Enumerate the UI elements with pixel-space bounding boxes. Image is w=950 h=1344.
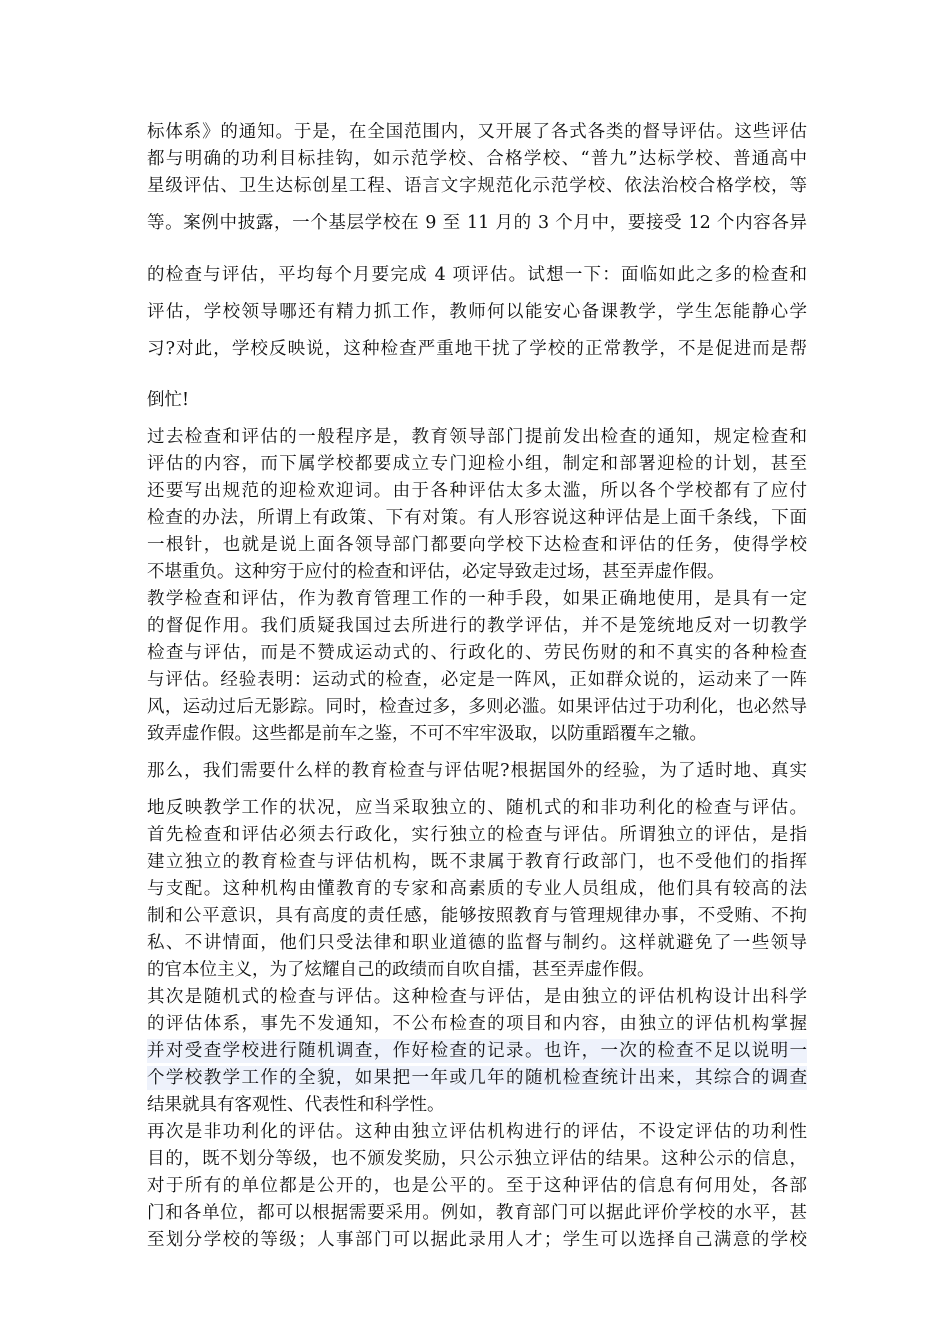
text-line: 个学校教学工作的全貌，如果把一年或几年的随机检查统计出来，其综合的调查	[147, 1068, 807, 1088]
text-line: 那么，我们需要什么样的教育检查与评估呢?根据国外的经验，为了适时地、真实	[147, 761, 807, 781]
text-line: 都与明确的功利目标挂钩，如示范学校、合格学校、“普九”达标学校、普通高中	[147, 149, 807, 169]
text-line: 目的，既不划分等级，也不颁发奖励，只公示独立评估的结果。这种公示的信息，	[147, 1149, 807, 1169]
text-line: 不堪重负。这种穷于应付的检查和评估，必定导致走过场，甚至弄虚作假。	[147, 562, 725, 582]
text-line: 标体系》的通知。于是，在全国范围内，又开展了各式各类的督导评估。这些评估	[147, 122, 807, 142]
text-line: 地反映教学工作的状况，应当采取独立的、随机式的和非功利化的检查与评估。	[147, 798, 807, 818]
text-line: 星级评估、卫生达标创星工程、语言文字规范化示范学校、依法治校合格学校，等	[147, 176, 807, 196]
text-line: 与支配。这种机构由懂教育的专家和高素质的专业人员组成，他们具有较高的法	[147, 879, 807, 899]
text-line: 门和各单位，都可以根据需要采用。例如，教育部门可以据此评价学校的水平，甚	[147, 1203, 807, 1223]
text-line: 的官本位主义，为了炫耀自己的政绩而自吹自擂，甚至弄虚作假。	[147, 960, 655, 980]
text-line: 教学检查和评估，作为教育管理工作的一种手段，如果正确地使用，是具有一定	[147, 589, 807, 609]
text-line: 结果就具有客观性、代表性和科学性。	[147, 1095, 445, 1115]
text-line: 习?对此，学校反映说，这种检查严重地干扰了学校的正常教学，不是促进而是帮	[147, 339, 807, 359]
text-line: 评估的内容，而下属学校都要成立专门迎检小组，制定和部署迎检的计划，甚至	[147, 454, 807, 474]
text-line: 再次是非功利化的评估。这种由独立评估机构进行的评估，不设定评估的功利性	[147, 1122, 807, 1142]
text-line: 至划分学校的等级；人事部门可以据此录用人才；学生可以选择自己满意的学校	[147, 1230, 807, 1250]
text-line: 致弄虚作假。这些都是前车之鉴，不可不牢牢汲取，以防重蹈覆车之辙。	[147, 724, 707, 744]
text-line: 首先检查和评估必须去行政化，实行独立的检查与评估。所谓独立的评估，是指	[147, 825, 807, 845]
text-line: 检查与评估，而是不赞成运动式的、行政化的、劳民伤财的和不真实的各种检查	[147, 643, 807, 663]
text-line: 与评估。经验表明：运动式的检查，必定是一阵风，正如群众说的，运动来了一阵	[147, 670, 807, 690]
text-line: 并对受查学校进行随机调查，作好检查的记录。也许，一次的检查不足以说明一	[147, 1041, 807, 1061]
text-line: 检查的办法，所谓上有政策、下有对策。有人形容说这种评估是上面千条线，下面	[147, 508, 807, 528]
text-line: 等。案例中披露，一个基层学校在 9 至 11 月的 3 个月中，要接受 12 个内容各异	[147, 213, 807, 233]
text-line: 还要写出规范的迎检欢迎词。由于各种评估太多太滥，所以各个学校都有了应付	[147, 481, 807, 501]
text-line: 私、不讲情面，他们只受法律和职业道德的监督与制约。这样就避免了一些领导	[147, 933, 807, 953]
text-line: 的评估体系，事先不发通知，不公布检查的项目和内容，由独立的评估机构掌握	[147, 1014, 807, 1034]
text-line: 其次是随机式的检查与评估。这种检查与评估，是由独立的评估机构设计出科学	[147, 987, 807, 1007]
text-line: 的检查与评估，平均每个月要完成 4 项评估。试想一下：面临如此之多的检查和	[147, 265, 807, 285]
text-line: 制和公平意识，具有高度的责任感，能够按照教育与管理规律办事，不受贿、不拘	[147, 906, 807, 926]
text-line: 建立独立的教育检查与评估机构，既不隶属于教育行政部门，也不受他们的指挥	[147, 852, 807, 872]
text-line: 风，运动过后无影踪。同时，检查过多，多则必滥。如果评估过于功利化，也必然导	[147, 697, 807, 717]
text-line: 评估，学校领导哪还有精力抓工作，教师何以能安心备课教学，学生怎能静心学	[147, 302, 807, 322]
text-line: 过去检查和评估的一般程序是，教育领导部门提前发出检查的通知，规定检查和	[147, 427, 807, 447]
text-line: 一根针，也就是说上面各领导部门都要向学校下达检查和评估的任务，使得学校	[147, 535, 807, 555]
text-line: 对于所有的单位都是公开的，也是公平的。至于这种评估的信息有何用处，各部	[147, 1176, 807, 1196]
text-line: 的督促作用。我们质疑我国过去所进行的教学评估，并不是笼统地反对一切教学	[147, 616, 807, 636]
text-line: 倒忙!	[147, 390, 190, 410]
